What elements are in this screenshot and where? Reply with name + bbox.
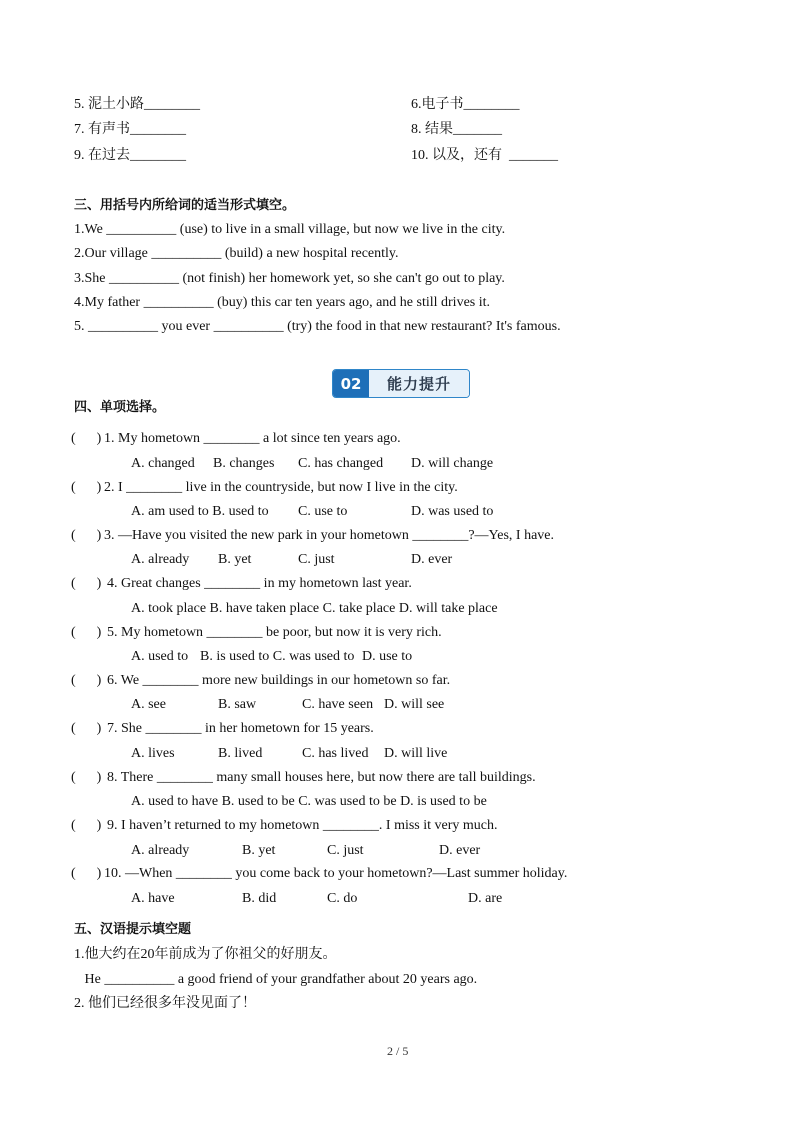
- question-stem: 4. Great changes ________ in my hometown last year.: [107, 576, 412, 591]
- question-stem: 7. She ________ in her hometown for 15 years.: [107, 721, 374, 736]
- answer-paren[interactable]: ( ): [71, 866, 102, 881]
- option-d: D. will live: [384, 746, 448, 761]
- option-c: C. use to: [298, 504, 348, 519]
- fill-item-4: 4.My father __________ (buy) this car ten years ago, and he still drives it.: [74, 295, 491, 310]
- answer-paren[interactable]: ( ): [71, 818, 102, 833]
- option-ab: A. am used to B. used to: [131, 504, 269, 519]
- option-b: B. changes: [213, 456, 275, 471]
- option-d: D. are: [468, 891, 503, 906]
- option-a: A. changed: [131, 456, 195, 471]
- question-stem: 2. I ________ live in the countryside, but now I live in the city.: [104, 480, 458, 495]
- answer-paren[interactable]: ( ): [71, 673, 102, 688]
- fill-item-1: 1.We __________ (use) to live in a small village, but now we live in the city.: [74, 222, 506, 237]
- option-b: B. yet: [218, 552, 252, 567]
- option-d: D. will change: [411, 456, 494, 471]
- answer-paren[interactable]: ( ): [71, 576, 102, 591]
- fill-item-5: 5. __________ you ever __________ (try) the food in that new restaurant? It's famous.: [74, 319, 561, 334]
- vocab-item-9: 9. 在过去________: [74, 148, 186, 163]
- option-c: C. has changed: [298, 456, 384, 471]
- options-line: A. took place B. have taken place C. take place D. will take place: [131, 601, 498, 616]
- answer-paren[interactable]: ( ): [71, 770, 102, 785]
- answer-paren[interactable]: ( ): [71, 625, 102, 640]
- section-3-heading: 三、用括号内所给词的适当形式填空。: [74, 198, 296, 213]
- fill-item-3: 3.She __________ (not finish) her homework yet, so she can't go out to play.: [74, 271, 505, 286]
- question-stem: 6. We ________ more new buildings in our hometown so far.: [107, 673, 451, 688]
- answer-paren[interactable]: ( ): [71, 480, 102, 495]
- option-c: C. have seen: [302, 697, 374, 712]
- fill-item-2: 2.Our village __________ (build) a new hospital recently.: [74, 246, 399, 261]
- option-b: B. saw: [218, 697, 257, 712]
- option-a: A. already: [131, 843, 190, 858]
- question-stem: 9. I haven’t returned to my hometown ________. I miss it very much.: [107, 818, 498, 833]
- banner-number: 02: [333, 370, 369, 397]
- translation-item-1-cn: 1.他大约在20年前成为了你祖父的好朋友。: [74, 947, 337, 962]
- option-d: D. ever: [411, 552, 453, 567]
- section-5-heading: 五、汉语提示填空题: [74, 922, 192, 937]
- question-stem: 3. —Have you visited the new park in your hometown ________?—Yes, I have.: [104, 528, 555, 543]
- option-d: D. was used to: [411, 504, 494, 519]
- page-number: 2 / 5: [387, 1044, 409, 1058]
- option-a: A. see: [131, 697, 166, 712]
- option-c: C. just: [327, 843, 364, 858]
- answer-paren[interactable]: ( ): [71, 721, 102, 736]
- option-bc: B. is used to C. was used to: [200, 649, 355, 664]
- vocab-item-5: 5. 泥土小路________: [74, 97, 200, 112]
- option-d: D. use to: [362, 649, 413, 664]
- option-d: D. ever: [439, 843, 481, 858]
- vocab-item-7: 7. 有声书________: [74, 122, 186, 137]
- vocab-item-8: 8. 结果_______: [411, 122, 502, 137]
- answer-paren[interactable]: ( ): [71, 528, 102, 543]
- option-b: B. did: [242, 891, 277, 906]
- question-stem: 8. There ________ many small houses here, but now there are tall buildings.: [107, 770, 536, 785]
- vocab-item-6: 6.电子书________: [411, 97, 520, 112]
- option-b: B. lived: [218, 746, 263, 761]
- option-b: B. yet: [242, 843, 276, 858]
- question-stem: 5. My hometown ________ be poor, but now it is very rich.: [107, 625, 442, 640]
- question-stem: 1. My hometown ________ a lot since ten years ago.: [104, 431, 401, 446]
- option-c: C. just: [298, 552, 335, 567]
- section-4-heading: 四、单项选择。: [74, 400, 166, 415]
- option-c: C. has lived: [302, 746, 369, 761]
- option-a: A. lives: [131, 746, 175, 761]
- section-banner: [332, 369, 470, 398]
- answer-paren[interactable]: ( ): [71, 431, 102, 446]
- banner-title: 能力提升: [369, 370, 469, 397]
- question-stem: 10. —When ________ you come back to your hometown?—Last summer holiday.: [104, 866, 568, 881]
- vocab-item-10: 10. 以及，还有 _______: [411, 148, 558, 163]
- translation-item-2-cn: 2. 他们已经很多年没见面了！: [74, 996, 256, 1011]
- translation-item-1-en: He __________ a good friend of your grandfather about 20 years ago.: [74, 972, 478, 987]
- option-a: A. have: [131, 891, 175, 906]
- option-a: A. already: [131, 552, 190, 567]
- option-c: C. do: [327, 891, 358, 906]
- option-a: A. used to: [131, 649, 189, 664]
- option-d: D. will see: [384, 697, 445, 712]
- options-line: A. used to have B. used to be C. was used to be D. is used to be: [131, 794, 487, 809]
